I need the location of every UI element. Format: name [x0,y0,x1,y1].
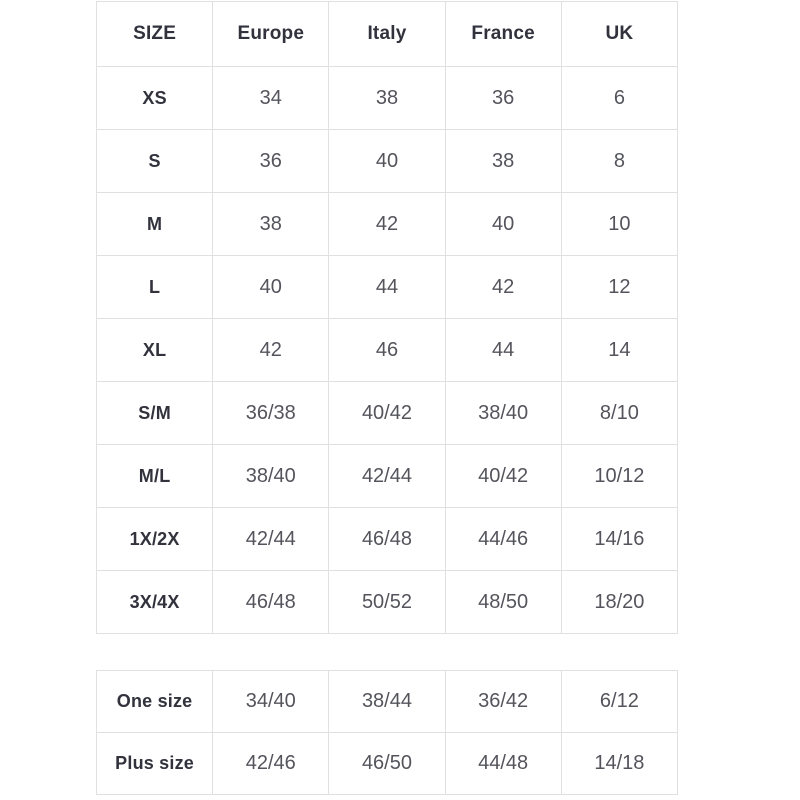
value-cell: 40 [213,256,329,319]
table-row-3x4x [97,571,678,634]
table-header-row [97,2,678,67]
header-cell-italy: Italy [329,2,445,67]
value-cell: 36/42 [445,671,561,733]
value-cell: 46 [329,319,445,382]
value-cell: 14 [561,319,677,382]
table-row-sm [97,382,678,445]
value-cell: 6 [561,67,677,130]
value-cell: 48/50 [445,571,561,634]
table-row-ml [97,445,678,508]
table-row-l [97,256,678,319]
tables-container [96,1,678,795]
value-cell: 42 [329,193,445,256]
table-row-xl [97,319,678,382]
value-cell: 36/38 [213,382,329,445]
size-label-cell: S [97,130,213,193]
value-cell: 36 [445,67,561,130]
value-cell: 38/44 [329,671,445,733]
size-label-cell: L [97,256,213,319]
value-cell: 38 [329,67,445,130]
value-cell: 42/46 [213,733,329,795]
size-label-cell: XS [97,67,213,130]
value-cell: 36 [213,130,329,193]
size-conversion-table [96,1,678,634]
value-cell: 10/12 [561,445,677,508]
header-cell-europe: Europe [213,2,329,67]
size-label-cell: Plus size [97,733,213,795]
table-row-xs [97,67,678,130]
size-label-cell: M/L [97,445,213,508]
value-cell: 34 [213,67,329,130]
size-label-cell: S/M [97,382,213,445]
value-cell: 42 [445,256,561,319]
size-label-cell: 1X/2X [97,508,213,571]
value-cell: 44 [329,256,445,319]
value-cell: 46/48 [213,571,329,634]
size-label-cell: M [97,193,213,256]
value-cell: 44 [445,319,561,382]
value-cell: 46/48 [329,508,445,571]
table-row-one-size [97,671,678,733]
value-cell: 40/42 [445,445,561,508]
size-label-cell: One size [97,671,213,733]
one-size-plus-size-table [96,670,678,795]
value-cell: 50/52 [329,571,445,634]
value-cell: 6/12 [561,671,677,733]
size-label-cell: XL [97,319,213,382]
value-cell: 42/44 [213,508,329,571]
value-cell: 14/18 [561,733,677,795]
value-cell: 40/42 [329,382,445,445]
value-cell: 12 [561,256,677,319]
value-cell: 18/20 [561,571,677,634]
value-cell: 10 [561,193,677,256]
value-cell: 8 [561,130,677,193]
value-cell: 38/40 [213,445,329,508]
table-row-plus-size [97,733,678,795]
value-cell: 44/48 [445,733,561,795]
table-row-1x2x [97,508,678,571]
value-cell: 8/10 [561,382,677,445]
value-cell: 44/46 [445,508,561,571]
value-cell: 38 [445,130,561,193]
header-cell-uk: UK [561,2,677,67]
value-cell: 40 [445,193,561,256]
value-cell: 38 [213,193,329,256]
value-cell: 46/50 [329,733,445,795]
header-cell-france: France [445,2,561,67]
table-row-m [97,193,678,256]
value-cell: 34/40 [213,671,329,733]
value-cell: 38/40 [445,382,561,445]
value-cell: 42 [213,319,329,382]
value-cell: 14/16 [561,508,677,571]
header-cell-size: SIZE [97,2,213,67]
value-cell: 42/44 [329,445,445,508]
size-label-cell: 3X/4X [97,571,213,634]
table-row-s [97,130,678,193]
value-cell: 40 [329,130,445,193]
